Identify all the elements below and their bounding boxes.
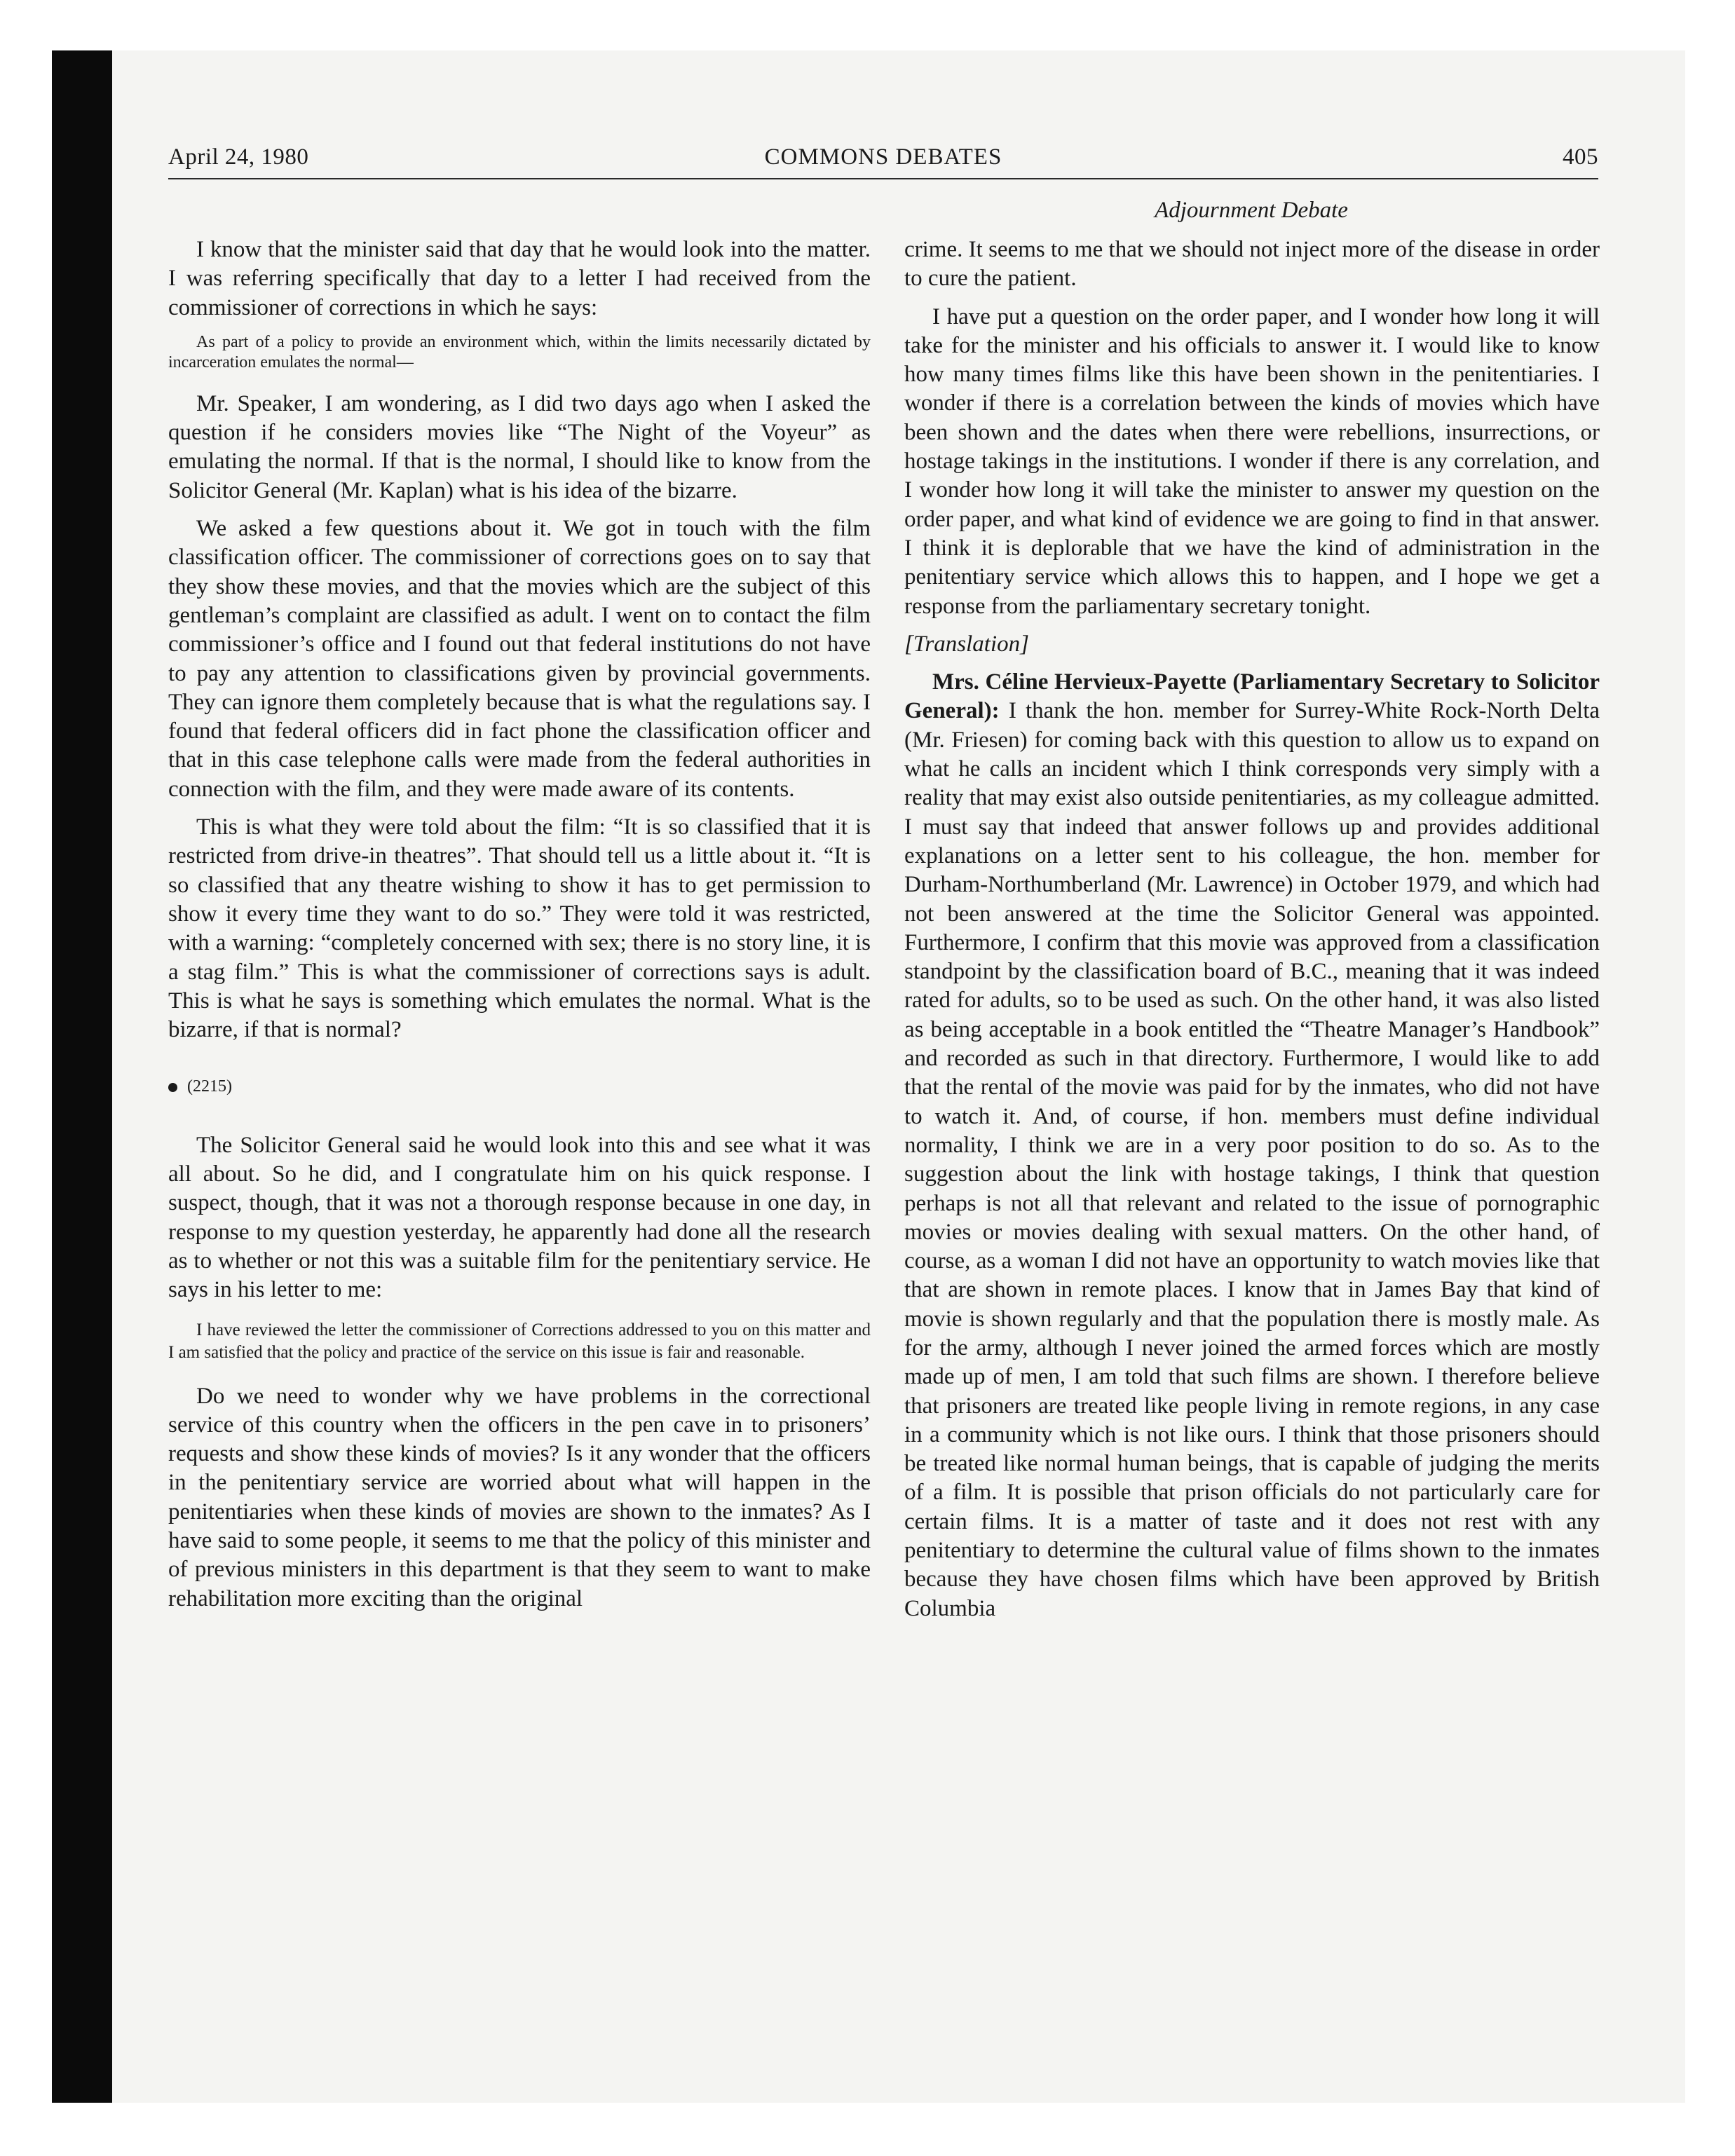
paragraph: Do we need to wonder why we have problems in the correctional service of this country when the officers in the pen cave in to prisoners’ requests and show these kinds of movies? Is it any wonder that the officers in the penitentiary service are worried about what will happen in the penitentiaries when these kinds of movies are shown to the inmates? As I have said to some people, it seems to me that the policy of this minister and of previous ministers in this department is that they seem to want to make rehabilitation more exciting than the original	[168, 1383, 871, 1611]
paragraph: Mr. Speaker, I am wondering, as I did two days ago when I asked the question if he considers movies like “The Night of the Voyeur” as emulating the normal. If that is the normal, I should like to know from the Solicitor General (Mr. Kaplan) what is his idea of the bizarre.	[168, 390, 871, 503]
header-date: April 24, 1980	[168, 144, 309, 170]
translation-tag: [Translation]	[904, 631, 1029, 657]
paragraph: The Solicitor General said he would look into this and see what it was all about. So he did, and I congratulate him on his quick response. I suspect, though, that it was not a thorough response because in one day, in response to my question yesterday, he apparently had done all the research as to whether or not this was a suitable film for the penitentiary service. He says in his letter to me:	[168, 1132, 871, 1303]
page-number: 405	[1563, 144, 1598, 170]
header-publication: COMMONS DEBATES	[764, 144, 1002, 170]
speech-paragraph	[904, 668, 1600, 1623]
bullet-icon	[168, 1083, 177, 1092]
section-title: Adjournment Debate	[1155, 198, 1348, 223]
left-column	[168, 236, 871, 1623]
binding-edge	[52, 50, 112, 2103]
speech-text: I thank the hon. member for Surrey-White Rock-North Delta (Mr. Friesen) for coming back with this question to allow us to expand on what he calls an incident which I think corresponds very simply with a reality that may exist also outside penitentiaries, as my colleague admitted. I must say that indeed that answer follows up and provides additional explanations on a letter sent to his colleague, the hon. member for Durham-Northumberland (Mr. Lawrence) in October 1979, and which had not been answered at the time the Solicitor General was appointed. Furthermore, I confirm that this movie was approved from a classification standpoint by the classification board of B.C., meaning that it was indeed rated for adults, so to be used as such. On the other hand, it was also listed as being acceptable in a book entitled the “Theatre Manager’s Handbook” and recorded as such in that directory. Furthermore, I would like to add that the rental of the movie was paid for by the inmates, who did not have to watch it. And, of course, if hon. members must define individual normality, I think we are in a very poor position to do so. As to the suggestion about the link with hostage takings, I think that question perhaps is not all that relevant and related to the issue of pornographic movies or movies dealing with sexual matters. On the other hand, of course, as a woman I did not have an opportunity to watch movies like that that are shown in remote places. I know that in James Bay that kind of movie is shown regularly and that the population there is mostly male. As for the army, although I never joined the armed forces which are mostly made up of men, I am told that such films are shown. I therefore believe that prisoners are treated like people living in remote regions, in any case in a community which is not like ours. I think that those prisoners should be treated like normal human beings, that is capable of judging the merits of a film. It is possible that prison officials do not particularly care for certain films. It is a matter of taste and it does not rest with any penitentiary to determine the cultural value of films shown to the inmates because they have chosen films which have been approved by British Columbia	[904, 698, 1600, 1621]
paragraph: We asked a few questions about it. We got in touch with the film classification officer. The commissioner of corrections goes on to say that they show these movies, and that the movies which are the subject of this gentleman’s complaint are classified as adult. I went on to contact the film commissioner’s office and I found out that federal institutions do not have to pay any attention to classifications given by provincial governments. They can ignore them completely because that is what the regulations say. I found that federal officers did in fact phone the classification officer and that in this case telephone calls were made from the federal authorities in connection with the film, and they were made aware of its contents.	[168, 516, 871, 802]
paragraph: I know that the minister said that day that he would look into the matter. I was referring specifically that day to a letter I had received from the commissioner of corrections in which he says:	[168, 237, 871, 320]
right-column	[904, 236, 1600, 1632]
block-quote: As part of a policy to provide an environment which, within the limits necessarily dictated by incarceration emulates the normal—	[168, 332, 871, 371]
running-head	[168, 144, 1598, 179]
time-marker	[168, 1072, 871, 1101]
paragraph: crime. It seems to me that we should not inject more of the disease in order to cure the patient.	[904, 237, 1600, 292]
time-marker-text: (2215)	[187, 1077, 232, 1096]
paragraph: This is what they were told about the film: “It is so classified that it is restricted from drive-in theatres”. That should tell us a little about it. “It is so classified that any theatre wishing to show it has to get permission to show it every time they want to do so.” They were told it was restricted, with a warning: “completely concerned with sex; there is no story line, it is a stag film.” This is what the commissioner of corrections says is adult. This is what he says is something which emulates the normal. What is the bizarre, if that is normal?	[168, 814, 871, 1043]
speaker-name: Mrs. Céline Hervieux-Payette (Parliamentary Secretary to Solicitor General):	[904, 669, 1600, 724]
paragraph: I have put a question on the order paper, and I wonder how long it will take for the minister and his officials to answer it. I would like to know how many times films like this have been shown in the penitentiaries. I wonder if there is a correlation between the kinds of movies which have been shown and the dates when there were rebellions, insurrections, or hostage takings in the institutions. I wonder if there is any correlation, and I wonder how long it will take the minister to answer my question on the order paper, and what kind of evidence we are going to find in that answer. I think it is deplorable that we have the kind of administration in the penitentiary service which allows this to happen, and I hope we get a response from the parliamentary secretary tonight.	[904, 303, 1600, 619]
block-quote: I have reviewed the letter the commissioner of Corrections addressed to you on this matter and I am satisfied that the policy and practice of the service on this issue is fair and reasonable.	[168, 1320, 871, 1362]
